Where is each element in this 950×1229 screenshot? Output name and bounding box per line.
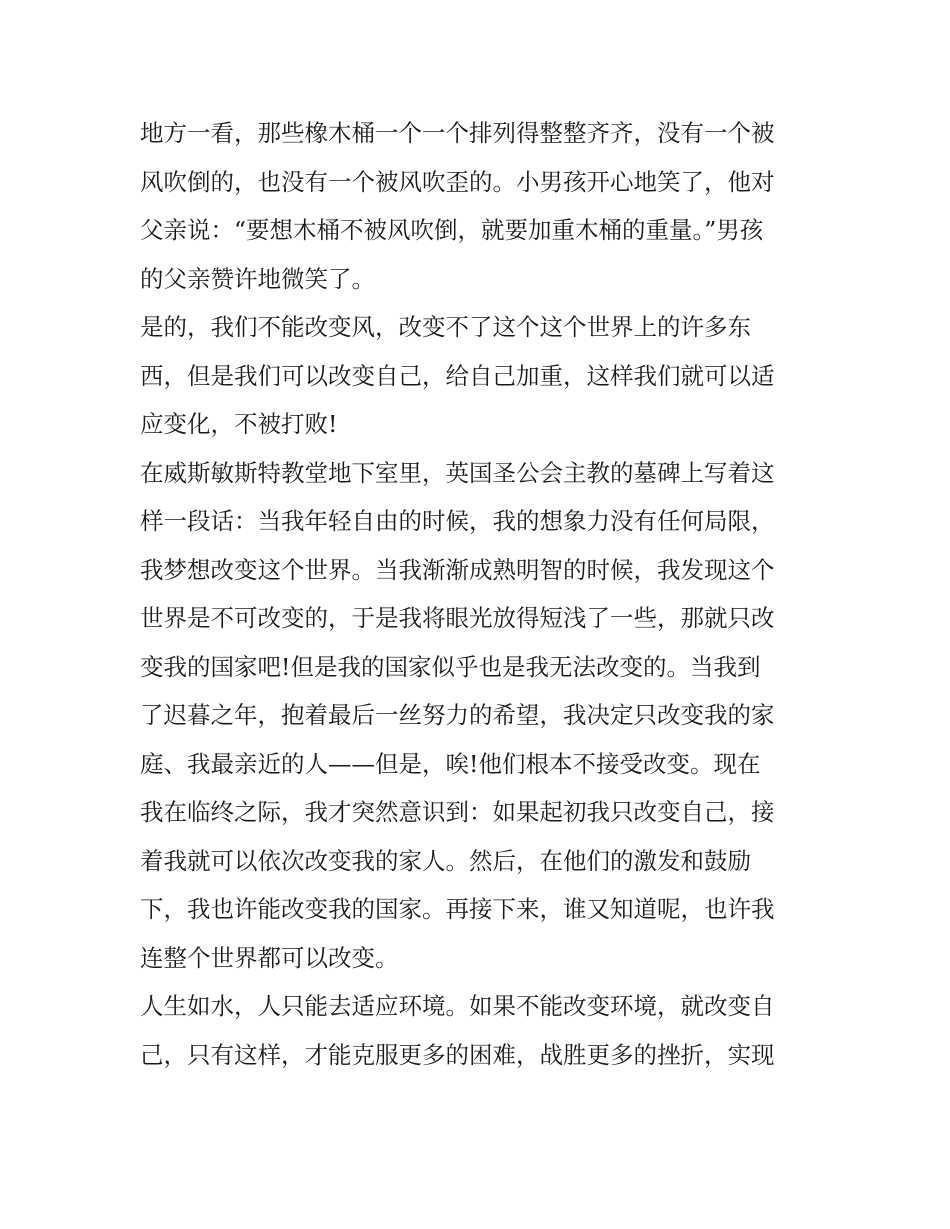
text-line: 下，我也许能改变我的国家。再接下来，谁又知道呢，也许我: [140, 895, 775, 923]
text-line: 的父亲赞许地微笑了。: [140, 264, 375, 293]
text-line: 风吹倒的，也没有一个被风吹歪的。小男孩开心地笑了，他对: [140, 167, 775, 196]
text-line: 人生如水，人只能去适应环境。如果不能改变环境，就改变自: [140, 992, 775, 1020]
text-line: 世界是不可改变的，于是我将眼光放得短浅了一些，那就只改: [140, 604, 775, 632]
text-line: 己，只有这样，才能克服更多的困难，战胜更多的挫折，实现: [140, 1040, 775, 1069]
text-line: 连整个世界都可以改变。: [140, 943, 399, 972]
paragraph-4: [140, 982, 820, 1079]
paragraph-2: [140, 303, 820, 449]
text-line: 变我的国家吧!但是我的国家似乎也是我无法改变的。当我到: [140, 652, 761, 681]
text-line: 着我就可以依次改变我的家人。然后，在他们的激发和鼓励: [140, 846, 751, 875]
text-line: 应变化，不被打败!: [140, 410, 338, 438]
text-line: 是的，我们不能改变风，改变不了这个这个世界上的许多东: [140, 313, 751, 341]
text-line: 我梦想改变这个世界。当我渐渐成熟明智的时候，我发现这个: [140, 555, 775, 584]
text-line: 了迟暮之年，抱着最后一丝努力的希望，我决定只改变我的家: [140, 701, 775, 729]
paragraph-1: [140, 109, 820, 303]
text-line: 庭、我最亲近的人——但是，唉!他们根本不接受改变。现在: [140, 749, 761, 778]
text-line: 父亲说：“要想木桶不被风吹倒，就要加重木桶的重量。”男孩: [140, 216, 764, 244]
paragraph-3: [140, 449, 820, 983]
text-line: 样一段话：当我年轻自由的时候，我的想象力没有任何局限，: [140, 507, 775, 535]
document-body: [140, 109, 820, 1079]
text-line: 西，但是我们可以改变自己，给自己加重，这样我们就可以适: [140, 361, 775, 390]
text-line: 地方一看，那些橡木桶一个一个排列得整整齐齐，没有一个被: [140, 119, 775, 147]
text-line: 我在临终之际，我才突然意识到：如果起初我只改变自己，接: [140, 798, 775, 826]
text-line: 在威斯敏斯特教堂地下室里，英国圣公会主教的墓碑上写着这: [140, 458, 775, 487]
